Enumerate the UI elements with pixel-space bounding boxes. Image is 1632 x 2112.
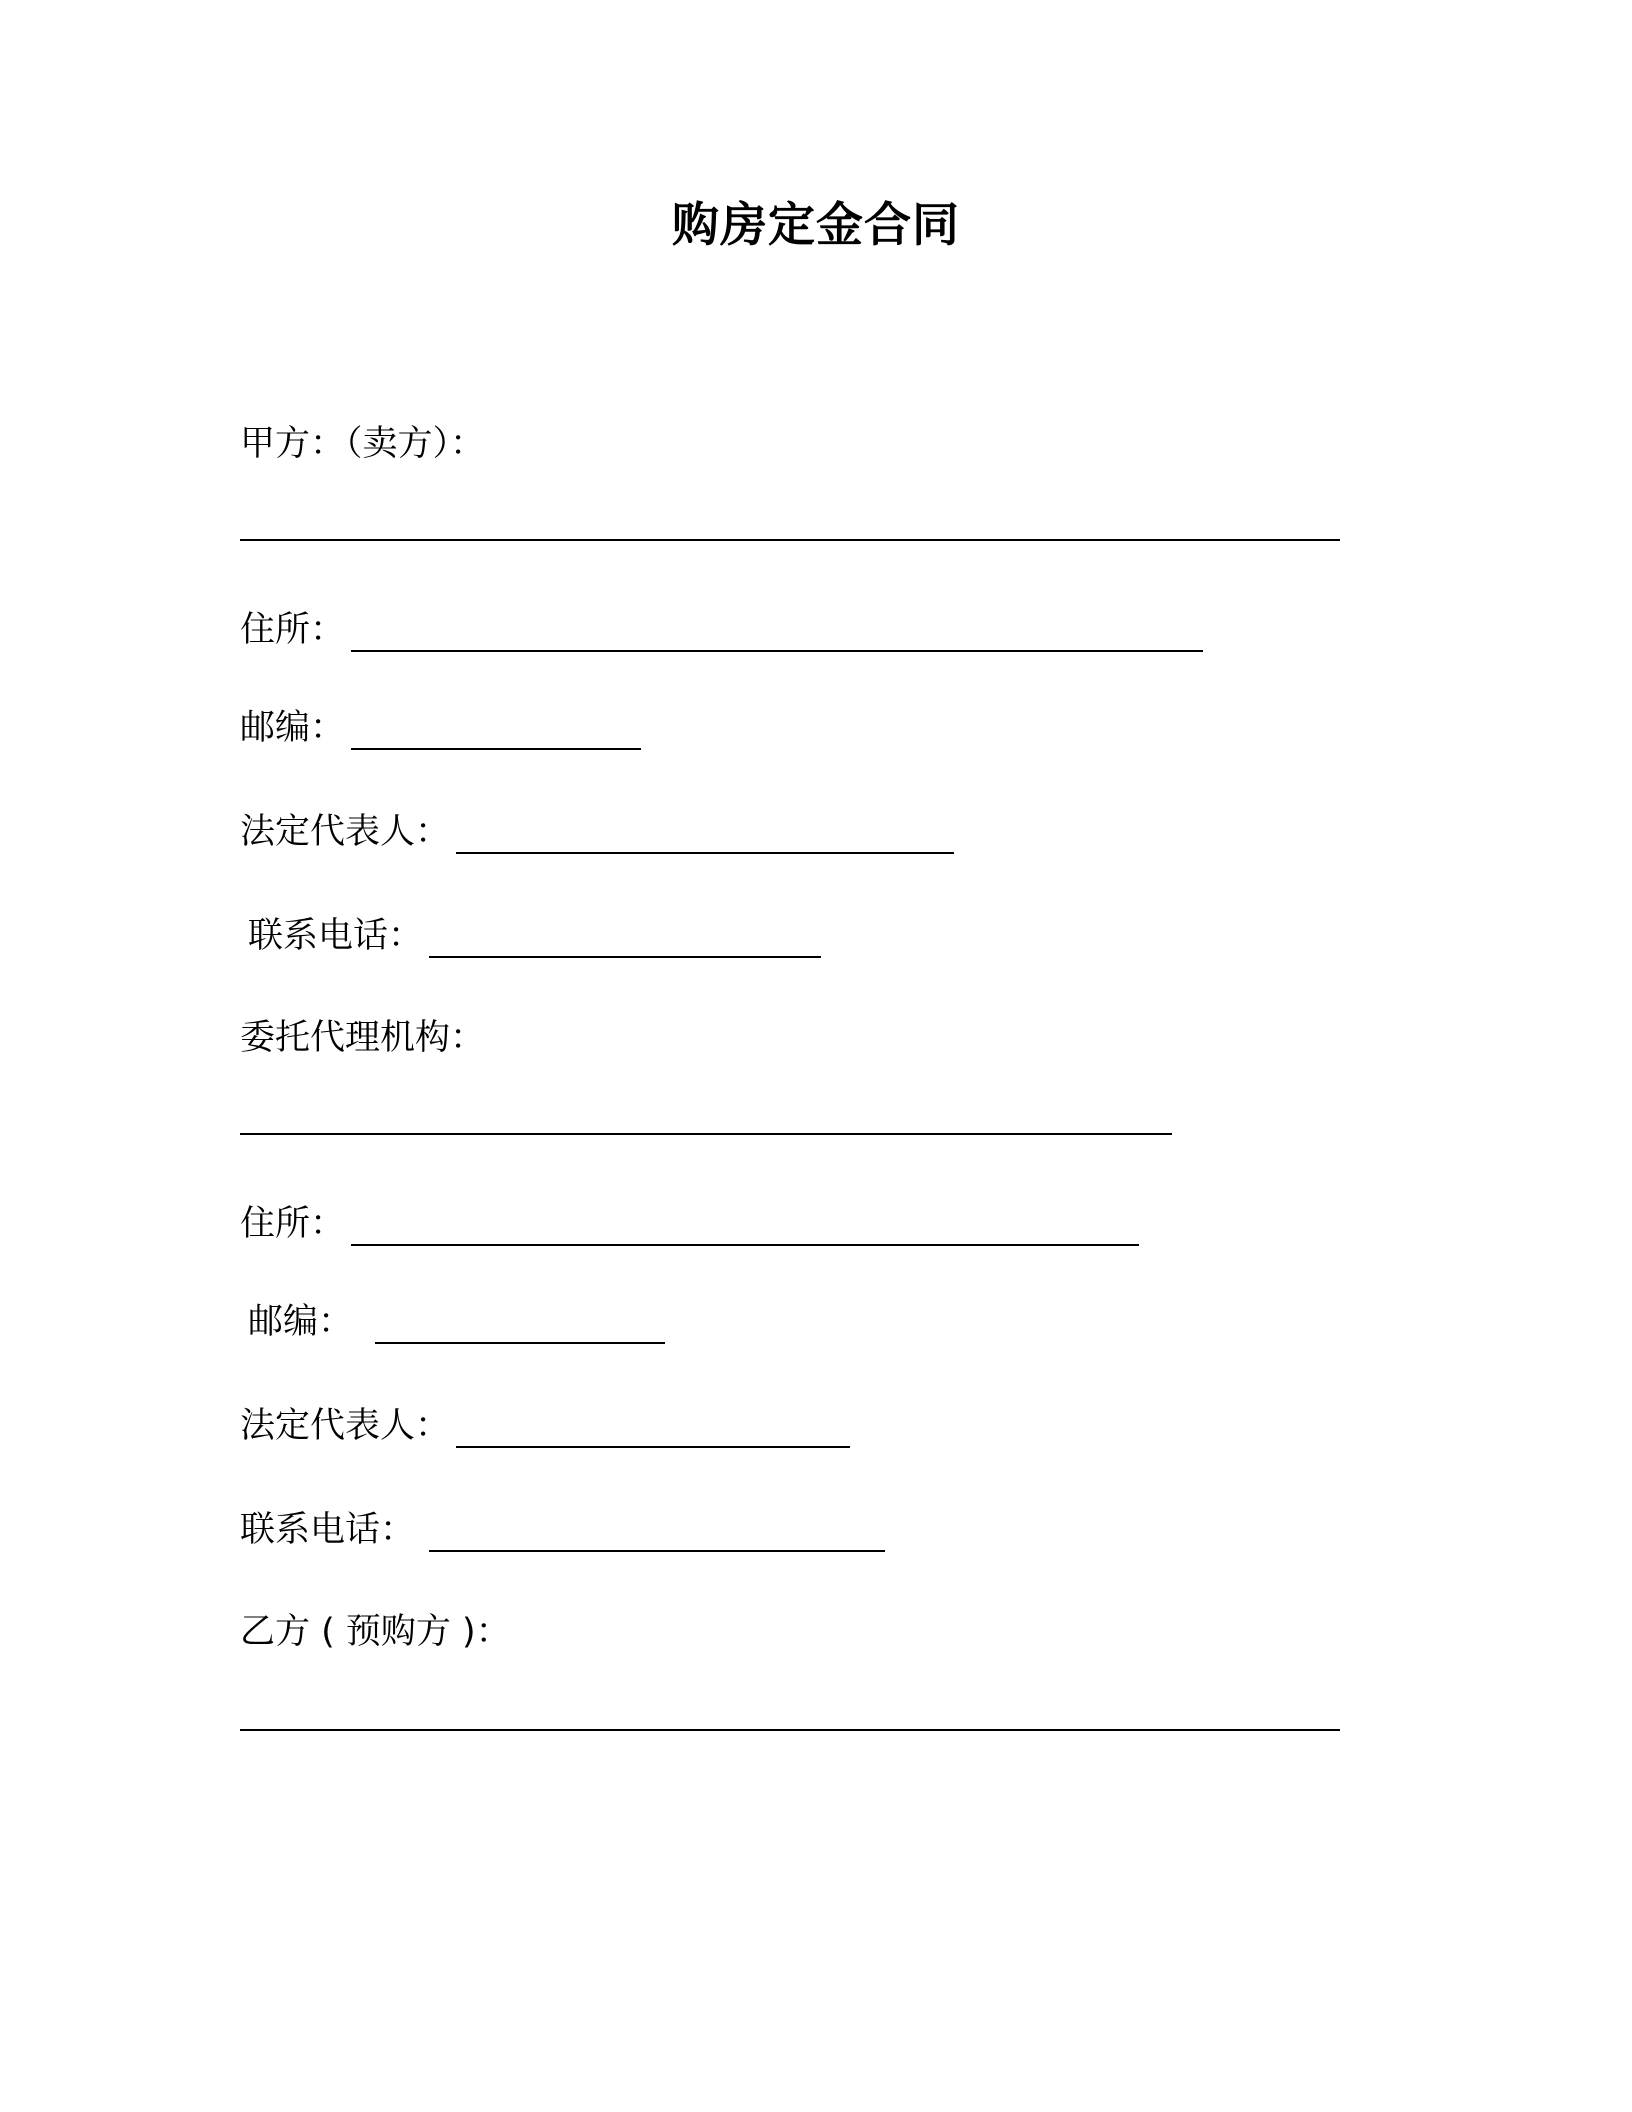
party-b-heading xyxy=(240,1610,511,1654)
party-a-legal-rep-blank[interactable] xyxy=(456,816,954,854)
party-a-heading xyxy=(240,422,485,466)
agency-legal-rep-blank[interactable] xyxy=(456,1410,850,1448)
party-a-legal-rep-label: 法定代表人： xyxy=(240,812,451,852)
party-a-postcode-label: 邮编： xyxy=(240,708,346,748)
party-a-phone-row xyxy=(248,914,821,958)
agency-address-blank[interactable] xyxy=(351,1208,1139,1246)
agency-heading xyxy=(240,1016,485,1060)
party-a-address-blank[interactable] xyxy=(351,614,1203,652)
party-a-address-label: 住所： xyxy=(240,610,346,650)
party-a-phone-blank[interactable] xyxy=(429,920,821,958)
party-a-postcode-row xyxy=(240,706,641,750)
party-a-legal-rep-row xyxy=(240,810,954,854)
agency-name-blank[interactable] xyxy=(240,1133,1172,1135)
party-a-phone-label: 联系电话： xyxy=(248,916,424,956)
agency-postcode-blank[interactable] xyxy=(375,1306,665,1344)
agency-address-row xyxy=(240,1202,1139,1246)
party-a-postcode-blank[interactable] xyxy=(351,712,641,750)
party-a-name-blank[interactable] xyxy=(240,539,1340,541)
agency-phone-row xyxy=(240,1508,885,1552)
document-title: 购房定金合同 xyxy=(672,198,960,253)
agency-heading-label: 委托代理机构： xyxy=(240,1018,486,1058)
party-b-heading-label: 乙方 ( 预购方 )： xyxy=(240,1612,511,1652)
agency-postcode-label: 邮编： xyxy=(248,1302,354,1342)
agency-phone-label: 联系电话： xyxy=(240,1510,416,1550)
agency-address-label: 住所： xyxy=(240,1204,346,1244)
agency-phone-blank[interactable] xyxy=(429,1514,885,1552)
party-a-heading-label: 甲方：（卖方）： xyxy=(240,424,486,464)
agency-legal-rep-label: 法定代表人： xyxy=(240,1406,451,1446)
agency-legal-rep-row xyxy=(240,1404,850,1448)
party-b-name-blank[interactable] xyxy=(240,1729,1340,1731)
agency-postcode-row xyxy=(248,1300,665,1344)
party-a-address-row xyxy=(240,608,1203,652)
